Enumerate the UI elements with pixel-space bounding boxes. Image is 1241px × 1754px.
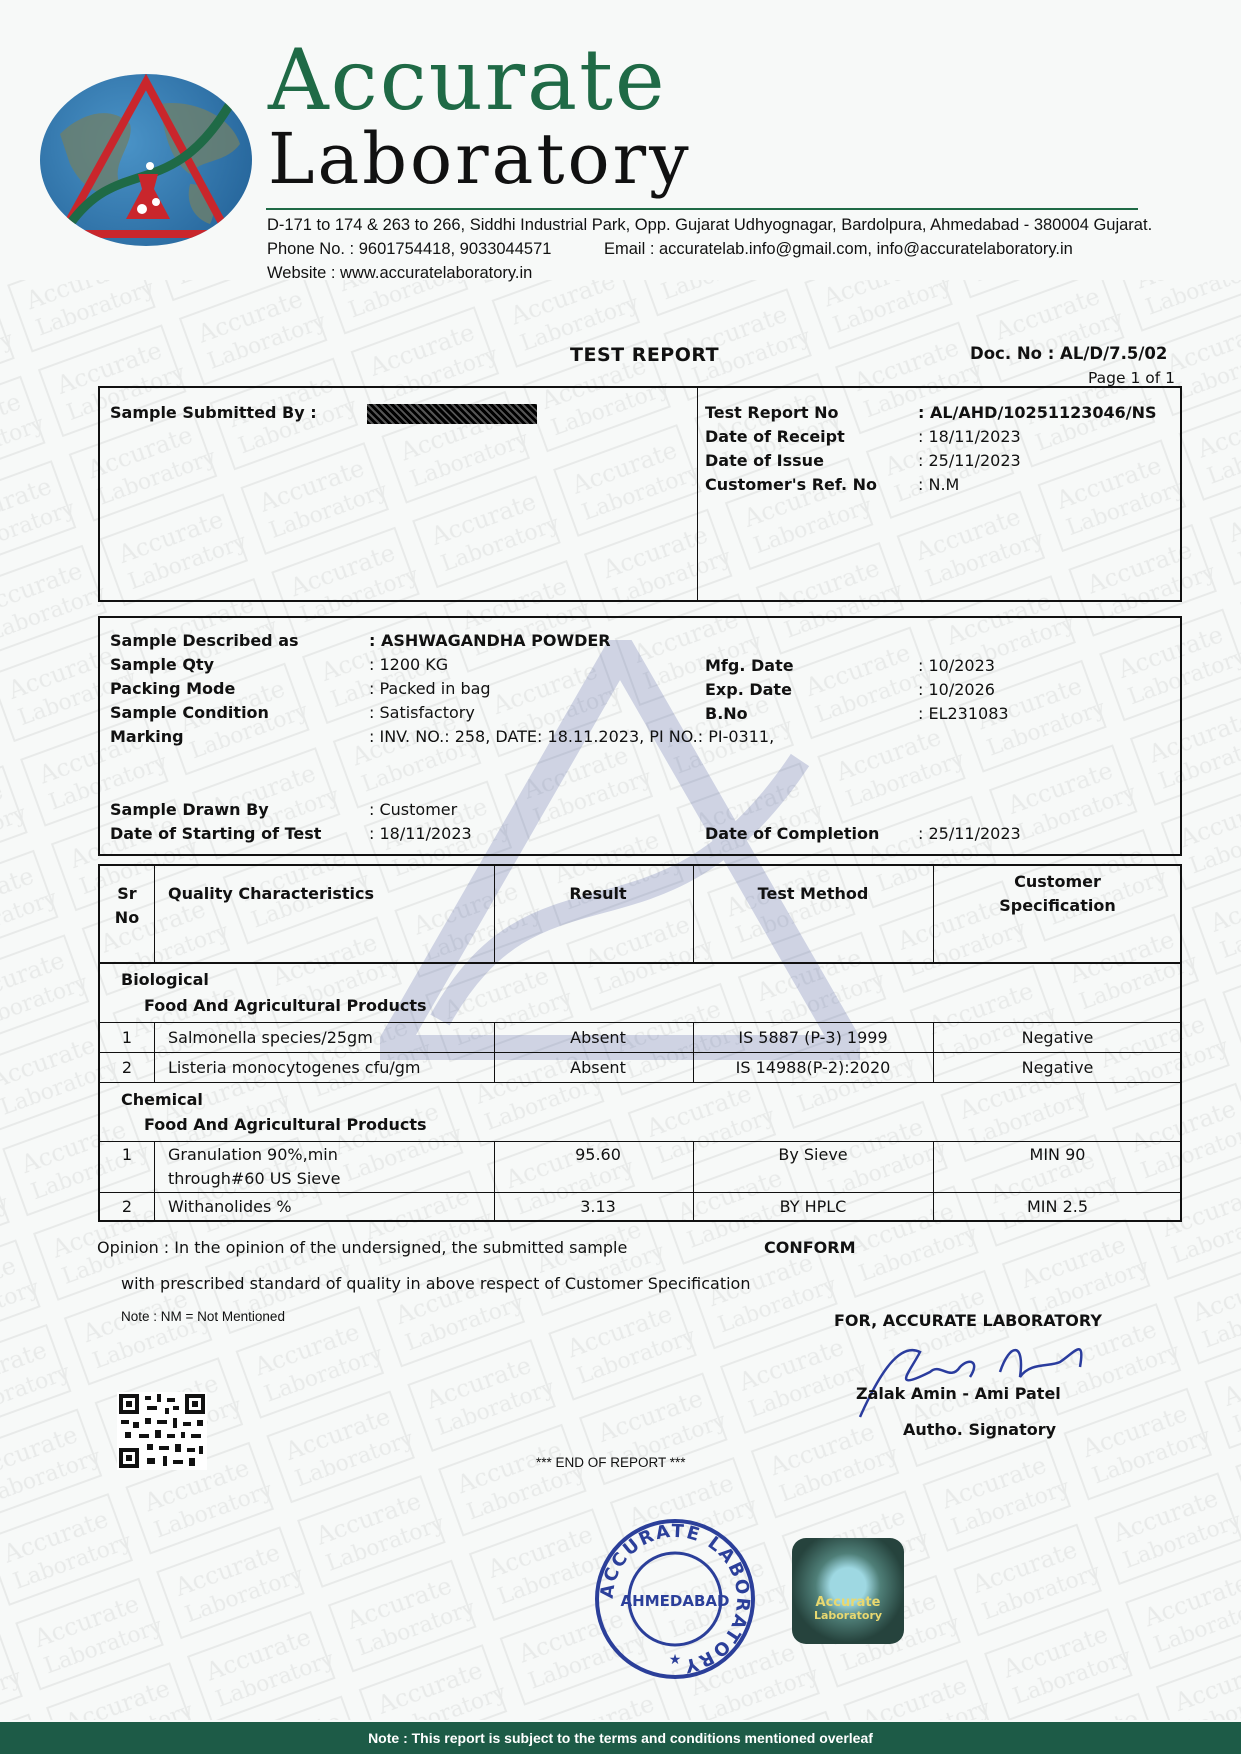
opinion-conform: CONFORM — [764, 1238, 856, 1257]
note-nm: Note : NM = Not Mentioned — [121, 1309, 285, 1324]
stamp-ring-text: ACCURATE LABORATORY — [596, 1520, 754, 1677]
date-completion-value: : 25/11/2023 — [918, 824, 1021, 843]
sample-drawn-value: : Customer — [369, 800, 458, 819]
opinion-line2: with prescribed standard of quality in above respect of Customer Specification — [121, 1274, 751, 1293]
table-row-spec: MIN 2.5 — [1026, 1197, 1089, 1216]
section-biological: Biological — [121, 970, 209, 989]
section-biological-subtitle: Food And Agricultural Products — [144, 996, 427, 1015]
sample-condition-label: Sample Condition — [110, 703, 269, 722]
col-divider-result-header — [693, 864, 694, 962]
exp-date-value: : 10/2026 — [918, 680, 995, 699]
date-of-receipt-value: : 18/11/2023 — [918, 427, 1021, 446]
table-row-quality-line2: through#60 US Sieve — [168, 1169, 341, 1188]
sample-qty-value: : 1200 KG — [369, 655, 449, 674]
document-number: Doc. No : AL/D/7.5/02 — [970, 344, 1168, 363]
sample-described-label: Sample Described as — [110, 631, 299, 650]
table-row-result: Absent — [570, 1028, 626, 1047]
row-divider — [98, 1082, 1182, 1083]
table-row-quality: Withanolides % — [168, 1197, 292, 1216]
submitter-divider — [697, 386, 698, 602]
customer-ref-label: Customer's Ref. No — [705, 475, 877, 494]
qr-code-icon — [117, 1392, 207, 1470]
marking-value: : INV. NO.: 258, DATE: 18.11.2023, PI NO.: PI-0311, — [369, 727, 775, 746]
date-of-receipt-label: Date of Receipt — [705, 427, 845, 446]
section-chemical: Chemical — [121, 1090, 203, 1109]
table-row-spec: Negative — [1021, 1058, 1094, 1077]
hologram-line1: Accurate — [815, 1595, 881, 1610]
laboratory-stamp — [590, 1518, 760, 1680]
company-logo — [40, 74, 252, 246]
batch-no-value: : EL231083 — [918, 704, 1009, 723]
date-start-label: Date of Starting of Test — [110, 824, 322, 843]
company-address: D-171 to 174 & 263 to 266, Siddhi Industrial Park, Opp. Gujarat Udhyognagar, Bardolpura, Ahmedabad - 380004 Gujarat. — [267, 216, 1153, 234]
header-method: Test Method — [757, 884, 869, 903]
table-row-sr: 1 — [121, 1145, 133, 1164]
sample-described-value: : ASHWAGANDHA POWDER — [369, 631, 611, 650]
row-divider — [98, 1141, 1182, 1142]
table-row-spec: Negative — [1021, 1028, 1094, 1047]
company-website: Website : www.accuratelaboratory.in — [267, 264, 533, 282]
mfg-date-value: : 10/2023 — [918, 656, 995, 675]
star-icon: ★ — [668, 1652, 682, 1668]
table-row-quality: Listeria monocytogenes cfu/gm — [168, 1058, 421, 1077]
table-row-method: IS 5887 (P-3) 1999 — [738, 1028, 888, 1047]
col-divider — [154, 1022, 155, 1082]
company-phone: Phone No. : 9601754418, 9033044571 — [267, 240, 552, 258]
sample-drawn-label: Sample Drawn By — [110, 800, 269, 819]
table-row-result: Absent — [570, 1058, 626, 1077]
mfg-date-label: Mfg. Date — [705, 656, 794, 675]
table-row-quality: Granulation 90%,min — [168, 1145, 338, 1164]
table-row-method: By Sieve — [778, 1145, 848, 1164]
sample-qty-label: Sample Qty — [110, 655, 215, 674]
table-row-quality: Salmonella species/25gm — [168, 1028, 373, 1047]
table-row-method: BY HPLC — [779, 1197, 847, 1216]
brand-name-line2: Laboratory — [268, 118, 692, 200]
header-rule — [266, 208, 1138, 210]
table-header-bottom — [98, 962, 1182, 964]
test-report-no-label: Test Report No — [705, 403, 839, 422]
test-report-no-value: : AL/AHD/10251123046/NS — [918, 403, 1157, 422]
col-divider — [154, 1141, 155, 1222]
row-divider — [98, 1022, 1182, 1023]
globe-logo-icon — [40, 74, 252, 246]
hologram-line2: Laboratory — [813, 1608, 883, 1622]
table-row-sr: 1 — [121, 1028, 133, 1047]
handwritten-signature — [850, 1332, 1120, 1422]
table-row-sr: 2 — [121, 1197, 133, 1216]
date-of-issue-value: : 25/11/2023 — [918, 451, 1021, 470]
header-spec-line1: Customer — [1014, 872, 1101, 891]
batch-no-label: B.No — [705, 704, 748, 723]
signatory-title: Autho. Signatory — [903, 1420, 1057, 1439]
col-divider-quality-header — [494, 864, 495, 962]
signatory-names: Zalak Amin - Ami Patel — [856, 1384, 1061, 1403]
page-number: Page 1 of 1 — [1088, 369, 1175, 387]
exp-date-label: Exp. Date — [705, 680, 792, 699]
signatory-for: FOR, ACCURATE LABORATORY — [834, 1311, 1102, 1330]
header-spec-line2: Specification — [999, 896, 1116, 915]
header-quality: Quality Characteristics — [168, 884, 375, 903]
footer-note: Note : This report is subject to the terms and conditions mentioned overleaf — [0, 1722, 1241, 1754]
date-of-issue-label: Date of Issue — [705, 451, 824, 470]
row-divider — [98, 1192, 1182, 1193]
brand-name-line1: Accurate — [268, 31, 667, 129]
end-of-report: *** END OF REPORT *** — [536, 1455, 686, 1470]
header-sr: Sr — [117, 884, 137, 903]
col-divider-sr-header — [154, 864, 155, 962]
date-start-value: : 18/11/2023 — [369, 824, 472, 843]
header-result: Result — [569, 884, 627, 903]
marking-label: Marking — [110, 727, 184, 746]
table-row-method: IS 14988(P-2):2020 — [735, 1058, 891, 1077]
sample-submitted-label: Sample Submitted By : — [110, 403, 317, 422]
table-row-result: 3.13 — [580, 1197, 616, 1216]
report-title: TEST REPORT — [570, 344, 720, 366]
redacted-submitter — [367, 404, 537, 424]
row-divider — [98, 1052, 1182, 1053]
date-completion-label: Date of Completion — [705, 824, 880, 843]
opinion-line1: Opinion : In the opinion of the undersigned, the submitted sample — [97, 1238, 628, 1257]
table-row-result: 95.60 — [575, 1145, 621, 1164]
table-row-spec: MIN 90 — [1029, 1145, 1086, 1164]
customer-ref-value: : N.M — [918, 475, 960, 494]
packing-mode-label: Packing Mode — [110, 679, 236, 698]
section-chemical-subtitle: Food And Agricultural Products — [144, 1115, 427, 1134]
sample-condition-value: : Satisfactory — [369, 703, 475, 722]
hologram-seal — [792, 1538, 904, 1644]
stamp-city: AHMEDABAD — [620, 1592, 730, 1610]
header-no: No — [114, 908, 140, 927]
company-email: Email : accuratelab.info@gmail.com, info@accuratelaboratory.in — [604, 240, 1073, 258]
table-row-sr: 2 — [121, 1058, 133, 1077]
packing-mode-value: : Packed in bag — [369, 679, 491, 698]
